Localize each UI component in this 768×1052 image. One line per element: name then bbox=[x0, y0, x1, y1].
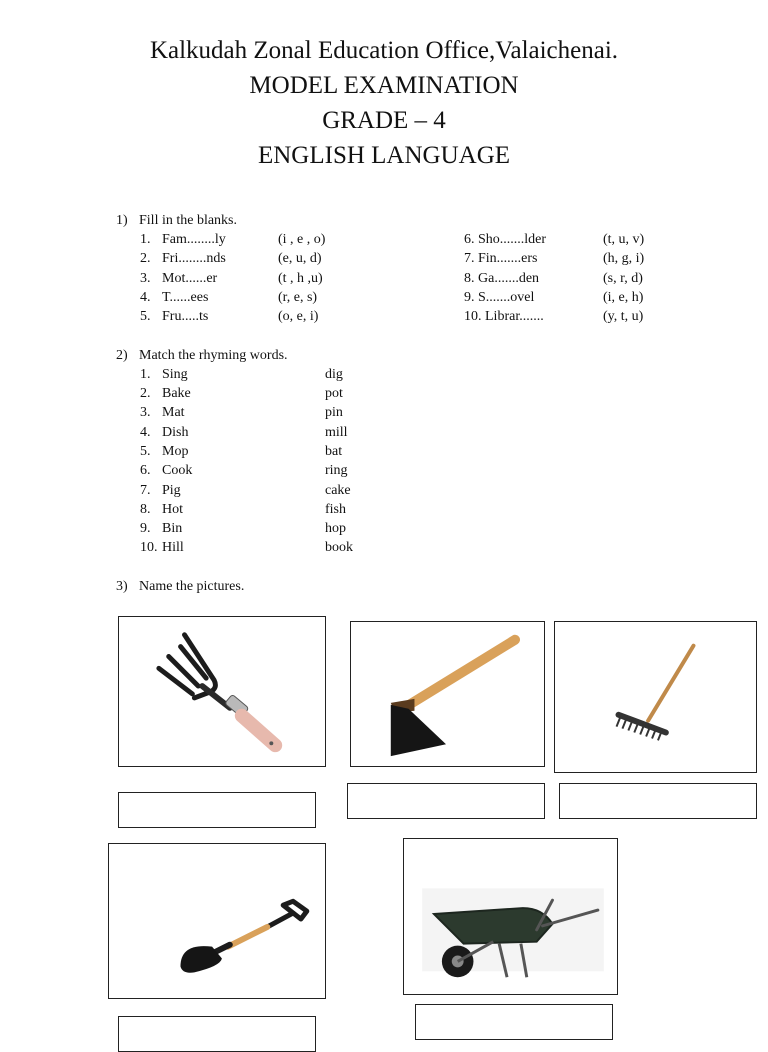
q2-word-left: Cook bbox=[162, 463, 193, 478]
q1-item-options: (y, t, u) bbox=[603, 309, 644, 324]
q2-word-right: pin bbox=[325, 405, 343, 420]
q2-item-number: 7. bbox=[140, 483, 151, 498]
q2-item-number: 5. bbox=[140, 444, 151, 459]
answer-box-1[interactable] bbox=[118, 792, 316, 828]
q2-word-right: fish bbox=[325, 502, 346, 517]
q2-word-left: Dish bbox=[162, 425, 189, 440]
q1-item-options: (t , h ,u) bbox=[278, 271, 323, 286]
q1-item-number: 1. bbox=[140, 232, 151, 247]
answer-box-5[interactable] bbox=[415, 1004, 613, 1040]
q2-word-left: Mat bbox=[162, 405, 185, 420]
q3-title: Name the pictures. bbox=[139, 579, 245, 594]
q2-item-number: 10. bbox=[140, 540, 158, 555]
q2-word-left: Hill bbox=[162, 540, 184, 555]
garden-fork-icon bbox=[119, 617, 325, 766]
q1-item-options: (i, e, h) bbox=[603, 290, 644, 305]
q2-item-number: 4. bbox=[140, 425, 151, 440]
header-exam: MODEL EXAMINATION bbox=[249, 72, 519, 99]
q2-word-right: cake bbox=[325, 483, 351, 498]
q1-item-number: 2. bbox=[140, 251, 151, 266]
q1-item-number: 4. bbox=[140, 290, 151, 305]
q2-word-right: book bbox=[325, 540, 353, 555]
q1-title: Fill in the blanks. bbox=[139, 213, 237, 228]
q2-word-left: Bake bbox=[162, 386, 191, 401]
picture-frame-hoe bbox=[350, 621, 545, 767]
q1-item-number: 3. bbox=[140, 271, 151, 286]
q1-item-word: 9. S.......ovel bbox=[464, 290, 535, 305]
q2-word-right: pot bbox=[325, 386, 343, 401]
q1-item-word: Fam........ly bbox=[162, 232, 226, 247]
answer-box-3[interactable] bbox=[559, 783, 757, 819]
q1-item-options: (i , e , o) bbox=[278, 232, 326, 247]
q2-word-left: Pig bbox=[162, 483, 181, 498]
q2-item-number: 1. bbox=[140, 367, 151, 382]
header-grade: GRADE – 4 bbox=[322, 107, 446, 134]
q2-word-left: Sing bbox=[162, 367, 188, 382]
rake-icon bbox=[555, 622, 756, 772]
q1-item-options: (s, r, d) bbox=[603, 271, 643, 286]
q1-item-word: 8. Ga.......den bbox=[464, 271, 540, 286]
q2-item-number: 2. bbox=[140, 386, 151, 401]
answer-box-2[interactable] bbox=[347, 783, 545, 819]
q1-number: 1) bbox=[116, 213, 128, 228]
q2-item-number: 3. bbox=[140, 405, 151, 420]
q1-item-options: (r, e, s) bbox=[278, 290, 318, 305]
q1-item-word: 10. Librar....... bbox=[464, 309, 544, 324]
q2-word-right: ring bbox=[325, 463, 348, 478]
q2-word-right: mill bbox=[325, 425, 348, 440]
q2-item-number: 8. bbox=[140, 502, 151, 517]
q1-item-word: Fri........nds bbox=[162, 251, 226, 266]
q1-item-word: Mot......er bbox=[162, 271, 218, 286]
wheelbarrow-icon bbox=[404, 839, 617, 994]
q1-item-word: 7. Fin.......ers bbox=[464, 251, 538, 266]
q1-item-number: 5. bbox=[140, 309, 151, 324]
q2-item-number: 9. bbox=[140, 521, 151, 536]
shovel-icon bbox=[109, 844, 325, 998]
q2-word-right: dig bbox=[325, 367, 343, 382]
q1-item-word: 6. Sho.......lder bbox=[464, 232, 547, 247]
q2-word-right: hop bbox=[325, 521, 346, 536]
q1-item-options: (o, e, i) bbox=[278, 309, 319, 324]
q2-word-left: Hot bbox=[162, 502, 183, 517]
hoe-icon bbox=[351, 622, 544, 766]
picture-frame-wheelbarrow bbox=[403, 838, 618, 995]
q1-item-options: (h, g, i) bbox=[603, 251, 645, 266]
q2-word-left: Mop bbox=[162, 444, 189, 459]
picture-frame-fork bbox=[118, 616, 326, 767]
picture-frame-shovel bbox=[108, 843, 326, 999]
q1-item-word: T......ees bbox=[162, 290, 209, 305]
q2-title: Match the rhyming words. bbox=[139, 348, 288, 363]
q2-number: 2) bbox=[116, 348, 128, 363]
q2-word-left: Bin bbox=[162, 521, 183, 536]
q1-item-options: (t, u, v) bbox=[603, 232, 645, 247]
q1-item-word: Fru.....ts bbox=[162, 309, 209, 324]
q1-item-options: (e, u, d) bbox=[278, 251, 322, 266]
q3-number: 3) bbox=[116, 579, 128, 594]
picture-frame-rake bbox=[554, 621, 757, 773]
q2-word-right: bat bbox=[325, 444, 343, 459]
answer-box-4[interactable] bbox=[118, 1016, 316, 1052]
q2-item-number: 6. bbox=[140, 463, 151, 478]
header-office: Kalkudah Zonal Education Office,Valaichenai. bbox=[149, 37, 619, 64]
header-subject: ENGLISH LANGUAGE bbox=[257, 142, 511, 169]
